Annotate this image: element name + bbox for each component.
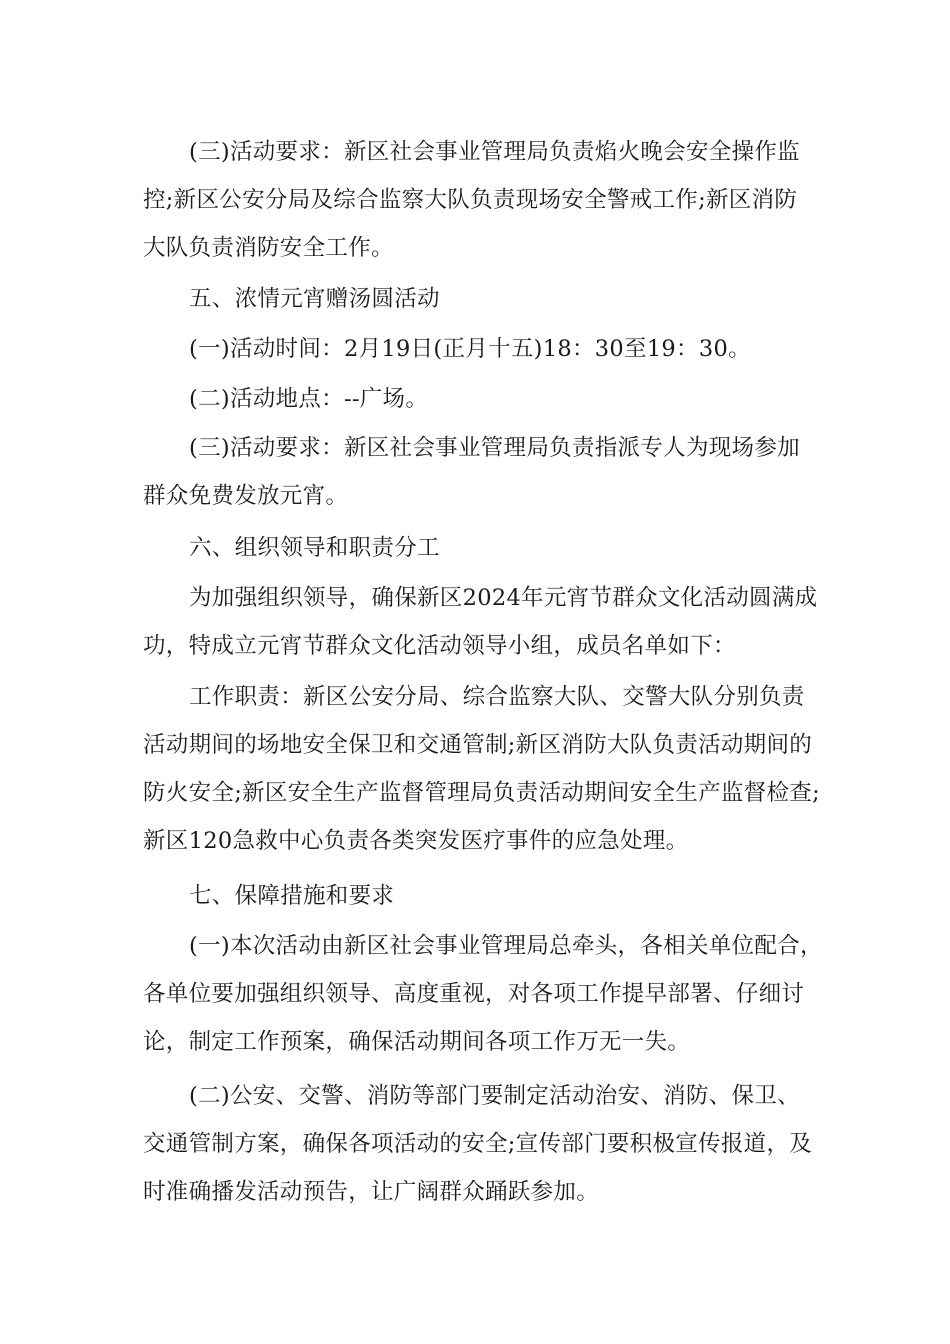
paragraph-activity-requirements [143, 128, 843, 272]
text-line: 论，制定工作预案，确保活动期间各项工作万无一失。 [143, 1029, 691, 1055]
paragraph-activity-location [143, 375, 843, 423]
text-line: 为加强组织领导，确保新区2024年元宵节群众文化活动圆满成 [189, 585, 818, 611]
text-line: 工作职责：新区公安分局、综合监察大队、交警大队分别负责 [189, 684, 805, 710]
heading-text: 五、浓情元宵赠汤圆活动 [189, 286, 440, 312]
text-line: 大队负责消防安全工作。 [143, 235, 394, 261]
text-line: (三)活动要求：新区社会事业管理局负责焰火晚会安全操作监 [189, 139, 800, 165]
text-line: (一)本次活动由新区社会事业管理局总牵头，各相关单位配合， [189, 933, 823, 959]
paragraph-measures-1 [143, 922, 843, 1066]
heading-text: 七、保障措施和要求 [189, 883, 395, 909]
text-line: (二)公安、交警、消防等部门要制定活动治安、消防、保卫、 [189, 1083, 800, 1109]
paragraph-activity-time [143, 325, 843, 373]
section-heading-7 [143, 872, 843, 920]
text-line: 各单位要加强组织领导、高度重视，对各项工作提早部署、仔细讨 [143, 981, 805, 1007]
text-line: 群众免费发放元宵。 [143, 483, 349, 509]
text-line: (二)活动地点：--广场。 [189, 386, 429, 412]
text-line: (一)活动时间：2月19日(正月十五)18：30至19：30。 [189, 336, 751, 362]
text-line: 防火安全;新区安全生产监督管理局负责活动期间安全生产监督检查; [143, 780, 820, 806]
section-heading-5 [143, 275, 843, 323]
text-line: 时准确播发活动预告，让广阔群众踊跃参加。 [143, 1179, 600, 1205]
paragraph-measures-2 [143, 1072, 843, 1216]
section-heading-6 [143, 524, 843, 572]
text-line: 交通管制方案，确保各项活动的安全;宣传部门要积极宣传报道，及 [143, 1131, 813, 1157]
text-line: (三)活动要求：新区社会事业管理局负责指派专人为现场参加 [189, 435, 800, 461]
paragraph-leadership-intro [143, 574, 843, 670]
heading-text: 六、组织领导和职责分工 [189, 535, 440, 561]
text-line: 功，特成立元宵节群众文化活动领导小组，成员名单如下： [143, 633, 736, 659]
paragraph-work-duties [143, 673, 843, 865]
paragraph-activity-requirements-2 [143, 424, 843, 520]
text-line: 控;新区公安分局及综合监察大队负责现场安全警戒工作;新区消防 [143, 187, 798, 213]
text-line: 活动期间的场地安全保卫和交通管制;新区消防大队负责活动期间的 [143, 732, 813, 758]
text-line: 新区120急救中心负责各类突发医疗事件的应急处理。 [143, 828, 689, 854]
